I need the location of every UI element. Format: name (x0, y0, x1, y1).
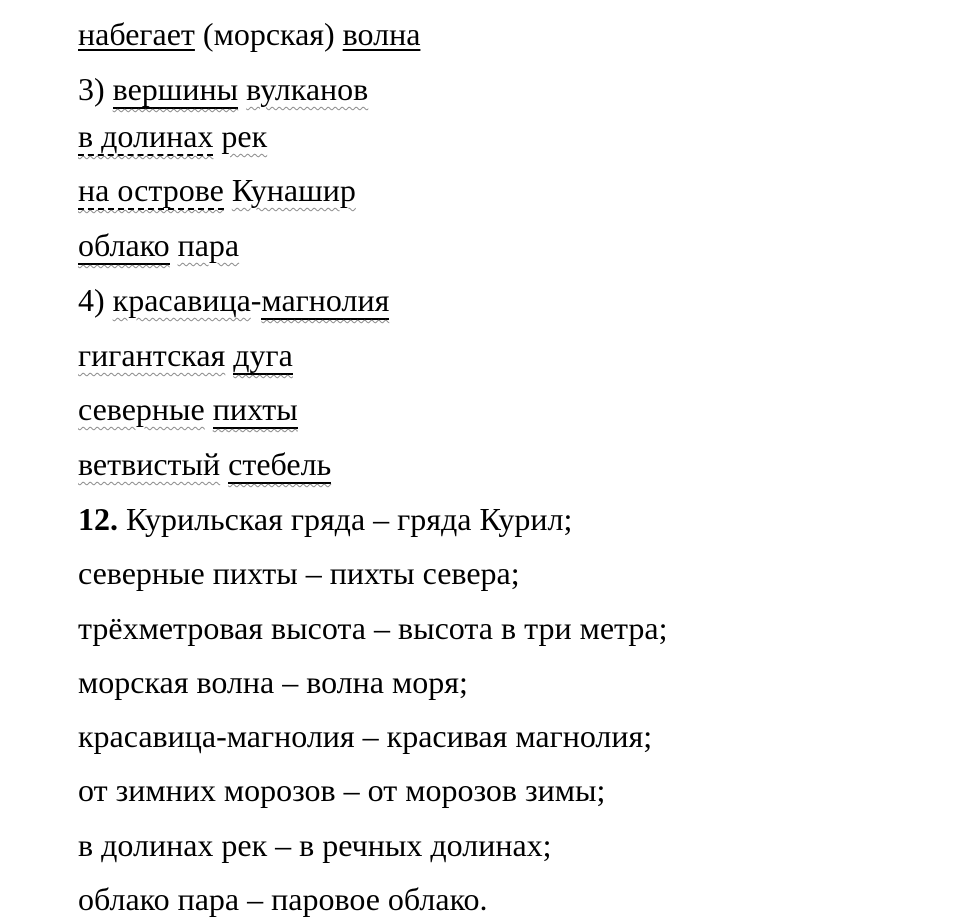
document-page (78, 0, 960, 920)
underlined-word: Кунашир (231, 172, 356, 208)
item-number: 3) (78, 71, 113, 107)
underlined-word: вершины (112, 71, 239, 107)
text-span (224, 172, 232, 208)
text-line (78, 116, 267, 156)
text-line (78, 335, 293, 375)
text-line (78, 170, 356, 210)
text-line (78, 14, 420, 54)
text-line (78, 225, 239, 265)
underlined-word: магнолия (261, 282, 390, 318)
subject-word: волна (342, 16, 421, 52)
underlined-word: стебель (228, 446, 332, 482)
underlined-word: красавица (112, 282, 251, 318)
exercise-number: 12. (78, 501, 118, 537)
text-line (78, 280, 389, 320)
underlined-word: гигантская (78, 337, 226, 373)
text-line (78, 69, 368, 109)
text-span: Курильская гряда – гряда Курил; (118, 501, 573, 537)
text-line (78, 389, 298, 429)
underlined-word: облако (78, 227, 170, 263)
predicate-word: набегает (78, 16, 195, 52)
text-span (170, 227, 178, 263)
underlined-word: вулканов (246, 71, 369, 107)
text-span (238, 71, 246, 107)
underlined-word: ветвистый (78, 446, 221, 482)
text-line: трёхметровая высота – высота в три метра; (78, 610, 668, 646)
text-line: красавица-магнолия – красивая магнолия; (78, 718, 653, 754)
text-span (205, 391, 213, 427)
underlined-word: северные (78, 391, 205, 427)
text-line: морская волна – волна моря; (78, 664, 468, 700)
underlined-word: в долинах (78, 118, 214, 154)
item-number: 4) (78, 282, 113, 318)
text-line (78, 444, 331, 484)
underlined-word: пихты (212, 391, 298, 427)
text-line: северные пихты – пихты севера; (78, 555, 520, 591)
text-line: облако пара – паровое облако. (78, 881, 488, 917)
underlined-word: дуга (233, 337, 293, 373)
underlined-word: на острове (78, 172, 224, 208)
underlined-word: рек (221, 118, 268, 154)
text-line: от зимних морозов – от морозов зимы; (78, 772, 606, 808)
text-line: в долинах рек – в речных долинах; (78, 827, 552, 863)
text-span: (морская) (194, 16, 343, 52)
text-span (220, 446, 228, 482)
underlined-word: пара (177, 227, 240, 263)
text-span: - (250, 282, 262, 318)
text-line (78, 499, 572, 539)
